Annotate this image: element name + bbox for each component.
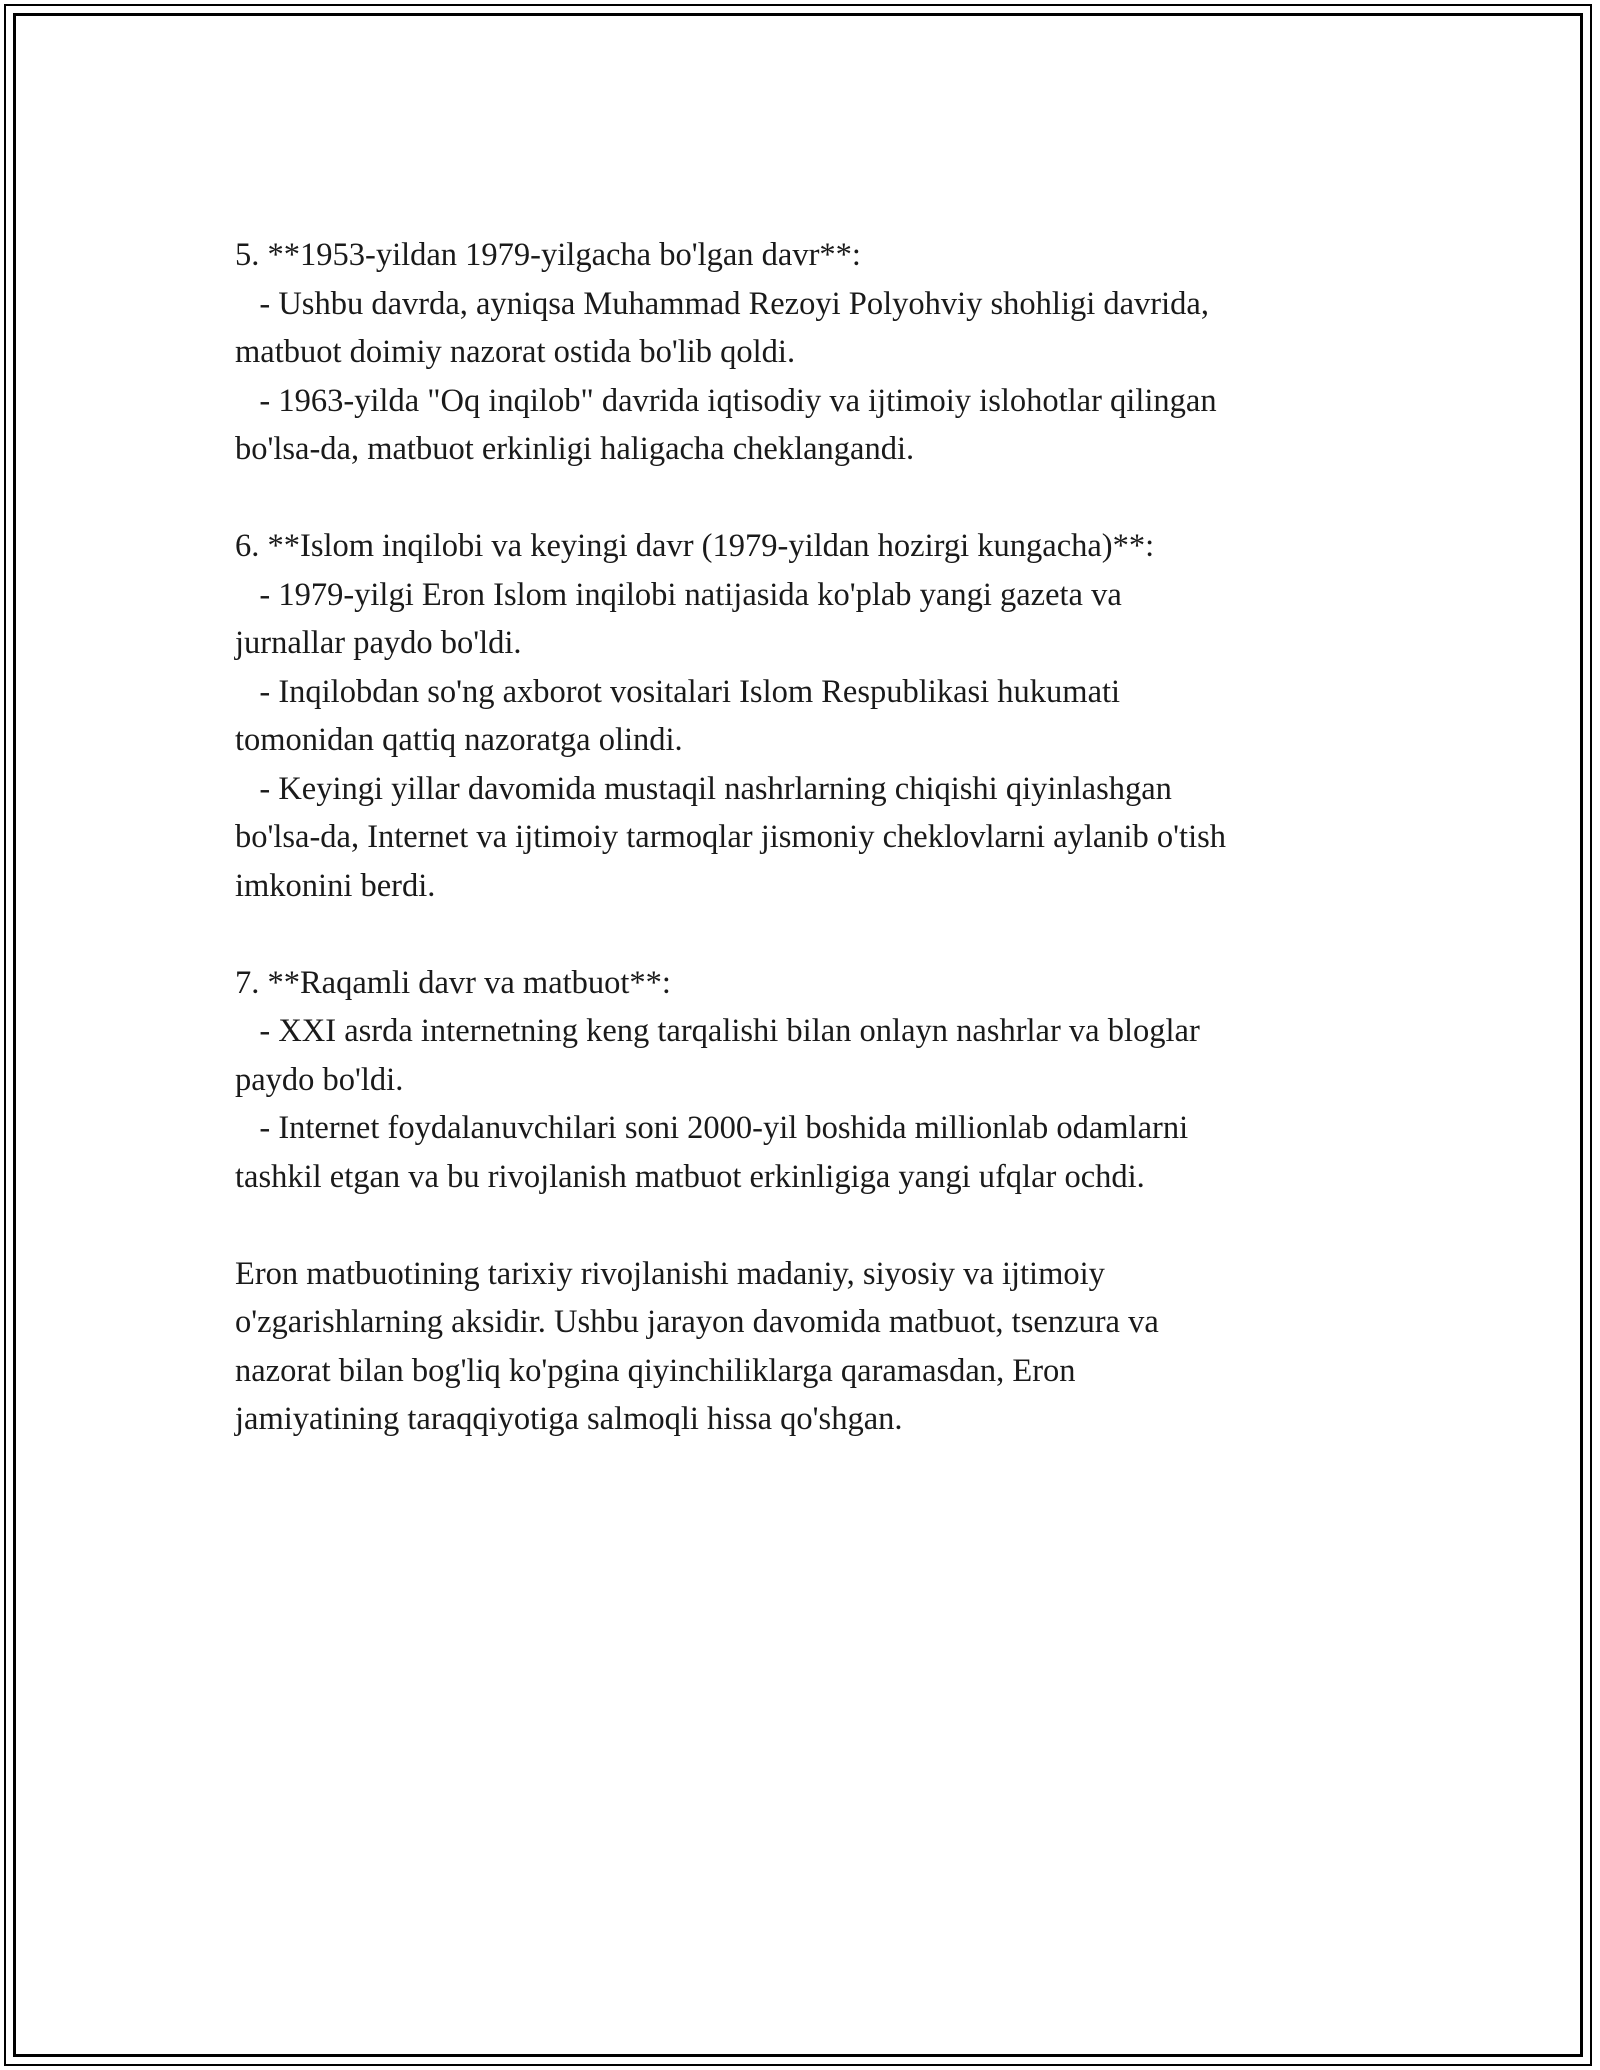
text-line: paydo bo'ldi. (235, 1061, 404, 1098)
text-line: matbuot doimiy nazorat ostida bo'lib qoldi. (235, 334, 796, 370)
blank-line (235, 910, 1395, 959)
text-line: 7. **Raqamli davr va matbuot**: (235, 964, 671, 1001)
text-line: - 1963-yilda "Oq inqilob" davrida iqtisodiy va ijtimoiy islohotlar qilingan (235, 382, 1217, 419)
text-line: jurnallar paydo bo'ldi. (235, 625, 522, 661)
text-line: - Keyingi yillar davomida mustaqil nashrlarning chiqishi qiyinlashgan (235, 770, 1172, 807)
text-line: bo'lsa-da, Internet va ijtimoiy tarmoqlar jismoniy cheklovlarni aylanib o'tish (235, 819, 1226, 855)
text-line: nazorat bilan bog'liq ko'pgina qiyinchiliklarga qaramasdan, Eron (235, 1352, 1076, 1389)
text-line: jamiyatining taraqqiyotiga salmoqli hissa qo'shgan. (235, 1401, 903, 1437)
text-line: - Ushbu davrda, ayniqsa Muhammad Rezoyi Polyohviy shohligi davrida, (235, 285, 1209, 322)
text-line: Eron matbuotining tarixiy rivojlanishi madaniy, siyosiy va ijtimoiy (235, 1255, 1105, 1292)
blank-line (235, 1201, 1395, 1250)
text-line: - Internet foydalanuvchilari soni 2000-yil boshida millionlab odamlarni (235, 1110, 1189, 1146)
text-line: imkonini berdi. (235, 867, 436, 904)
text-line: - XXI asrda internetning keng tarqalishi bilan onlayn nashrlar va bloglar (235, 1013, 1200, 1049)
text-line: 6. **Islom inqilobi va keyingi davr (1979-yildan hozirgi kungacha)**: (235, 528, 1155, 564)
text-line: tomonidan qattiq nazoratga olindi. (235, 722, 683, 758)
text-line: - 1979-yilgi Eron Islom inqilobi natijasida ko'plab yangi gazeta va (235, 576, 1122, 613)
text-line: bo'lsa-da, matbuot erkinligi haligacha cheklangandi. (235, 431, 915, 467)
text-line: tashkil etgan va bu rivojlanish matbuot erkinligiga yangi ufqlar ochdi. (235, 1158, 1145, 1195)
text-line: - Inqilobdan so'ng axborot vositalari Islom Respublikasi hukumati (235, 673, 1121, 710)
document-body (235, 231, 1395, 1444)
text-line: o'zgarishlarning aksidir. Ushbu jarayon davomida matbuot, tsenzura va (235, 1304, 1159, 1340)
blank-line (235, 474, 1395, 523)
text-line: 5. **1953-yildan 1979-yilgacha bo'lgan davr**: (235, 237, 861, 273)
